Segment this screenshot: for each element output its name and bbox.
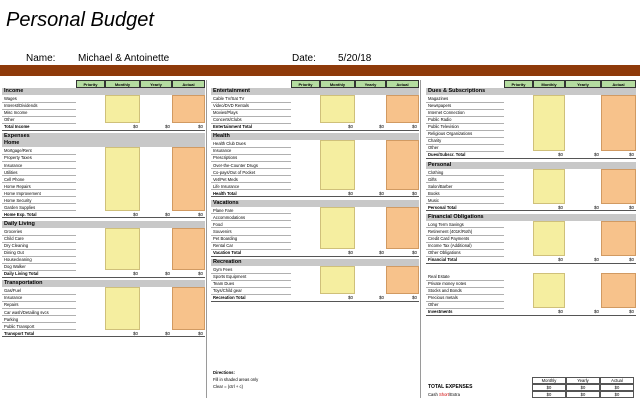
vacations-item-label: Souvenirs: [213, 228, 232, 234]
health-total-actual: $0: [411, 190, 417, 196]
column-separator-1: [420, 80, 421, 398]
health-item-label: Over-the-Counter Drugs: [213, 162, 258, 168]
cash-label-c: /Extra: [448, 392, 460, 397]
personal-item-label: Gifts: [428, 176, 437, 182]
col-header-yearly-0: Yearly: [140, 80, 172, 88]
financial-total-label: Financial Total: [428, 257, 458, 263]
daily-monthly-inputs[interactable]: [105, 228, 140, 270]
dues-item-label: Charity: [428, 138, 442, 144]
income-item-label: Wages: [4, 96, 17, 102]
home-total-line: [2, 217, 205, 218]
vacations-total-line: [211, 256, 419, 257]
personal-item-label: Music: [428, 197, 439, 203]
directions-line1: Fill in shaded areas only: [213, 377, 259, 382]
vacations-item-label: Plane Fare: [213, 207, 234, 213]
investments-total-yearly: $0: [593, 309, 599, 315]
home-total-actual: $0: [197, 211, 203, 217]
col-header-actual-2: Actual: [601, 80, 636, 88]
financial-total-actual: $0: [628, 257, 634, 263]
personal-total-actual: $0: [628, 204, 634, 210]
summary-header-monthly: Monthly: [532, 377, 566, 384]
total-expenses-yearly: $0: [566, 384, 600, 391]
health-total-line: [211, 196, 419, 197]
personal-total-monthly: $0: [557, 204, 563, 210]
financial-item-label: Income Tax (Additional): [428, 243, 472, 249]
home-item-label: Cell Phone: [4, 176, 25, 182]
vacations-actual-inputs[interactable]: [386, 207, 419, 249]
vacations-total-yearly: $0: [378, 250, 384, 256]
home-monthly-inputs[interactable]: [105, 147, 140, 210]
dues-total-monthly: $0: [557, 152, 563, 158]
summary-header-yearly: Yearly: [566, 377, 600, 384]
recreation-item-label: Gym Fees: [213, 267, 233, 273]
daily-item-label: Housecleaning: [4, 257, 32, 263]
total-expenses-monthly: $0: [532, 384, 566, 391]
col-header-actual-1: Actual: [386, 80, 419, 88]
health-item-label: Life Insurance: [213, 183, 240, 189]
financial-item-label: Credit Card Payments: [428, 236, 470, 241]
financial-actual-inputs[interactable]: [601, 221, 636, 256]
entertainment-item-label: Video/DVD Rentals: [213, 103, 250, 109]
personal-monthly-inputs[interactable]: [533, 169, 565, 204]
header-band: [0, 65, 640, 76]
entertainment-item-label: Concerts/Clubs: [213, 117, 242, 123]
health-total-monthly: $0: [347, 190, 353, 196]
col-header-priority-2: Priority: [504, 80, 533, 88]
cash-short-extra-label: [426, 391, 532, 398]
section-recreation-title: Recreation: [211, 259, 419, 266]
health-total-label: Health Total: [213, 190, 237, 196]
transport-total-line: [2, 336, 205, 337]
home-total-label: Home Exp. Total: [4, 211, 37, 217]
investments-monthly-inputs[interactable]: [533, 273, 565, 308]
home-item-label: Home Repairs: [4, 183, 31, 189]
dues-total-actual: $0: [628, 152, 634, 158]
daily-total-monthly: $0: [132, 271, 138, 277]
transport-item-label: Car wash/Detailing svcs: [4, 309, 49, 315]
recreation-item-label: Toys/Child gear: [213, 288, 242, 294]
dues-total-line: [426, 158, 636, 159]
section-personal-title: Personal: [426, 162, 636, 169]
income-item-label: Other: [4, 117, 15, 123]
income-total-actual: $0: [197, 124, 203, 130]
entertainment-item-label: Cable TV/Sat TV: [213, 96, 245, 102]
column-separator-0: [206, 80, 207, 398]
home-total-monthly: $0: [132, 211, 138, 217]
directions-line2: Clear = (ctrl + c): [213, 384, 244, 389]
col-header-monthly-0: Monthly: [105, 80, 140, 88]
entertainment-actual-inputs[interactable]: [386, 95, 419, 123]
income-actual-inputs[interactable]: [172, 95, 205, 123]
financial-total-line: [426, 263, 636, 264]
recreation-total-yearly: $0: [378, 295, 384, 301]
name-value[interactable]: Michael & Antoinette: [78, 53, 170, 64]
cash-label-a: Cash: [428, 392, 439, 397]
income-total-yearly: $0: [164, 124, 170, 130]
home-item-label: Property Taxes: [4, 155, 32, 161]
col-header-priority-0: Priority: [76, 80, 105, 88]
section-entertainment-title: Entertainment: [211, 88, 419, 95]
health-item-label: Prescriptions: [213, 155, 238, 161]
home-item-label: Mortgage/Rent: [4, 148, 32, 154]
dues-item-label: Public Radio: [428, 117, 452, 123]
personal-item-label: Books: [428, 190, 440, 196]
personal-total-label: Personal Total: [428, 204, 457, 210]
recreation-total-monthly: $0: [347, 295, 353, 301]
recreation-actual-inputs[interactable]: [386, 266, 419, 294]
section-home-title: Home: [2, 140, 205, 147]
financial-total-monthly: $0: [557, 257, 563, 263]
dues-actual-inputs[interactable]: [601, 95, 636, 151]
vacations-total-label: Vacation Total: [213, 250, 242, 256]
vacations-item-label: Accommodations: [213, 214, 246, 220]
daily-total-line: [2, 277, 205, 278]
transport-total-monthly: $0: [132, 330, 138, 336]
vacations-item-label: Food: [213, 221, 223, 227]
daily-item-label: Groceries: [4, 228, 23, 234]
investments-item-label: Private money notes: [428, 281, 467, 287]
recreation-total-actual: $0: [411, 295, 417, 301]
personal-actual-inputs[interactable]: [601, 169, 636, 204]
entertainment-monthly-inputs[interactable]: [320, 95, 355, 123]
health-actual-inputs[interactable]: [386, 140, 419, 189]
recreation-total-line: [211, 301, 419, 302]
vacations-monthly-inputs[interactable]: [320, 207, 355, 249]
investments-actual-inputs[interactable]: [601, 273, 636, 308]
income-item-label: Interest/Dividends: [4, 103, 38, 109]
section-transport-title: Transportation: [2, 280, 205, 287]
cash-short-actual: $0: [600, 391, 634, 398]
date-label: Date:: [292, 53, 316, 64]
section-vacations-title: Vacations: [211, 200, 419, 207]
section-expenses-title: Expenses: [2, 133, 205, 140]
home-item-label: Utilities: [4, 169, 18, 175]
recreation-item-label: Team Dues: [213, 281, 235, 287]
daily-item-label: Child Care: [4, 236, 24, 241]
investments-item-label: Other: [428, 302, 439, 308]
entertainment-item-label: Movies/Plays: [213, 110, 238, 116]
vacations-total-monthly: $0: [347, 250, 353, 256]
section-income-title: Income: [2, 88, 205, 95]
personal-item-label: Clothing: [428, 169, 444, 175]
home-item-label: Insurance: [4, 162, 23, 168]
directions-title: Directions:: [213, 370, 235, 375]
transport-monthly-inputs[interactable]: [105, 287, 140, 329]
investments-total-monthly: $0: [557, 309, 563, 315]
entertainment-total-yearly: $0: [378, 124, 384, 130]
section-daily-title: Daily Living: [2, 221, 205, 228]
transport-item-label: Repairs: [4, 302, 19, 308]
health-item-label: Co-pays/Out of Pocket: [213, 169, 256, 175]
daily-actual-inputs[interactable]: [172, 228, 205, 270]
investments-total-label: Investments: [428, 309, 453, 315]
col-header-monthly-2: Monthly: [533, 80, 565, 88]
col-header-yearly-1: Yearly: [355, 80, 386, 88]
income-total-label: Total Income: [4, 124, 30, 130]
health-item-label: Insurance: [213, 148, 232, 154]
health-item-label: Health Club Dues: [213, 141, 246, 147]
total-expenses-label: TOTAL EXPENSES: [428, 384, 473, 390]
section-dues-title: Dues & Subscriptions: [426, 88, 636, 95]
financial-item-label: Long Term Savings: [428, 221, 464, 227]
transport-item-label: Parking: [4, 316, 19, 322]
dues-item-label: Public Television: [428, 124, 459, 130]
dues-item-label: Newspapers: [428, 103, 452, 109]
entertainment-total-line: [211, 130, 419, 131]
income-total-line: [2, 130, 205, 131]
summary-header-actual: Actual: [600, 377, 634, 384]
financial-item-label: Other Obligations: [428, 250, 461, 256]
health-total-yearly: $0: [378, 190, 384, 196]
section-health-title: Health: [211, 133, 419, 140]
cash-label-short: Short: [438, 392, 449, 397]
transport-item-label: Public Transport: [4, 323, 35, 329]
financial-total-yearly: $0: [593, 257, 599, 263]
dues-monthly-inputs[interactable]: [533, 95, 565, 151]
page-title: Personal Budget: [6, 9, 154, 31]
home-total-yearly: $0: [164, 211, 170, 217]
col-header-yearly-2: Yearly: [565, 80, 601, 88]
health-item-label: Vet/Pet Meds: [213, 176, 238, 182]
col-header-monthly-1: Monthly: [320, 80, 355, 88]
entertainment-total-label: Entertainment Total: [213, 124, 253, 130]
entertainment-total-monthly: $0: [347, 124, 353, 130]
financial-monthly-inputs[interactable]: [533, 221, 565, 256]
personal-item-label: Salon/Barber: [428, 183, 453, 189]
daily-item-label: Dry Cleaning: [4, 243, 29, 249]
income-total-monthly: $0: [132, 124, 138, 130]
personal-total-line: [426, 210, 636, 211]
dues-item-label: Internet Connection: [428, 110, 465, 116]
vacations-total-actual: $0: [411, 250, 417, 256]
transport-item-label: Insurance: [4, 295, 23, 301]
dues-total-label: Dues/Subscr. Total: [428, 152, 466, 158]
dues-item-label: Religious Organizations: [428, 131, 473, 137]
recreation-monthly-inputs[interactable]: [320, 266, 355, 294]
transport-total-yearly: $0: [164, 330, 170, 336]
investments-item-label: Stocks and Bonds: [428, 288, 462, 294]
col-header-priority-1: Priority: [291, 80, 320, 88]
income-item-label: Misc Income: [4, 110, 28, 116]
personal-total-yearly: $0: [593, 204, 599, 210]
dues-item-label: Other: [428, 145, 439, 151]
section-financial-title: Financial Obligations: [426, 214, 636, 221]
home-item-label: Home Security: [4, 197, 32, 203]
transport-total-actual: $0: [197, 330, 203, 336]
transport-actual-inputs[interactable]: [172, 287, 205, 329]
home-item-label: Home Improvement: [4, 190, 41, 196]
dues-total-yearly: $0: [593, 152, 599, 158]
home-item-label: Garden Supplies: [4, 204, 36, 210]
transport-total-label: Transport Total: [4, 330, 35, 336]
daily-item-label: Dining Out: [4, 250, 24, 256]
cash-short-yearly: $0: [566, 391, 600, 398]
entertainment-total-actual: $0: [411, 124, 417, 130]
daily-item-label: Dog Walker: [4, 264, 26, 270]
daily-total-yearly: $0: [164, 271, 170, 277]
recreation-item-label: Sports Equipment: [213, 274, 247, 280]
vacations-item-label: Pet Boarding: [213, 236, 238, 241]
home-actual-inputs[interactable]: [172, 147, 205, 210]
investments-total-actual: $0: [628, 309, 634, 315]
investments-item-label: Precious metals: [428, 295, 458, 301]
health-monthly-inputs[interactable]: [320, 140, 355, 189]
transport-item-label: Gas/Fuel: [4, 288, 21, 294]
date-value[interactable]: 5/20/18: [338, 53, 372, 64]
financial-item-label: Retirement (401K/Roth): [428, 228, 473, 234]
col-header-actual-0: Actual: [172, 80, 205, 88]
investments-item-label: Real Estate: [428, 274, 450, 280]
investments-total-line: [426, 315, 636, 316]
dues-item-label: Magazines: [428, 96, 449, 102]
cash-short-monthly: $0: [532, 391, 566, 398]
recreation-total-label: Recreation Total: [213, 295, 246, 301]
income-monthly-inputs[interactable]: [105, 95, 140, 123]
vacations-item-label: Rental Car: [213, 243, 234, 249]
name-label: Name:: [26, 53, 56, 64]
daily-total-label: Daily Living Total: [4, 271, 39, 277]
total-expenses-actual: $0: [600, 384, 634, 391]
daily-total-actual: $0: [197, 271, 203, 277]
